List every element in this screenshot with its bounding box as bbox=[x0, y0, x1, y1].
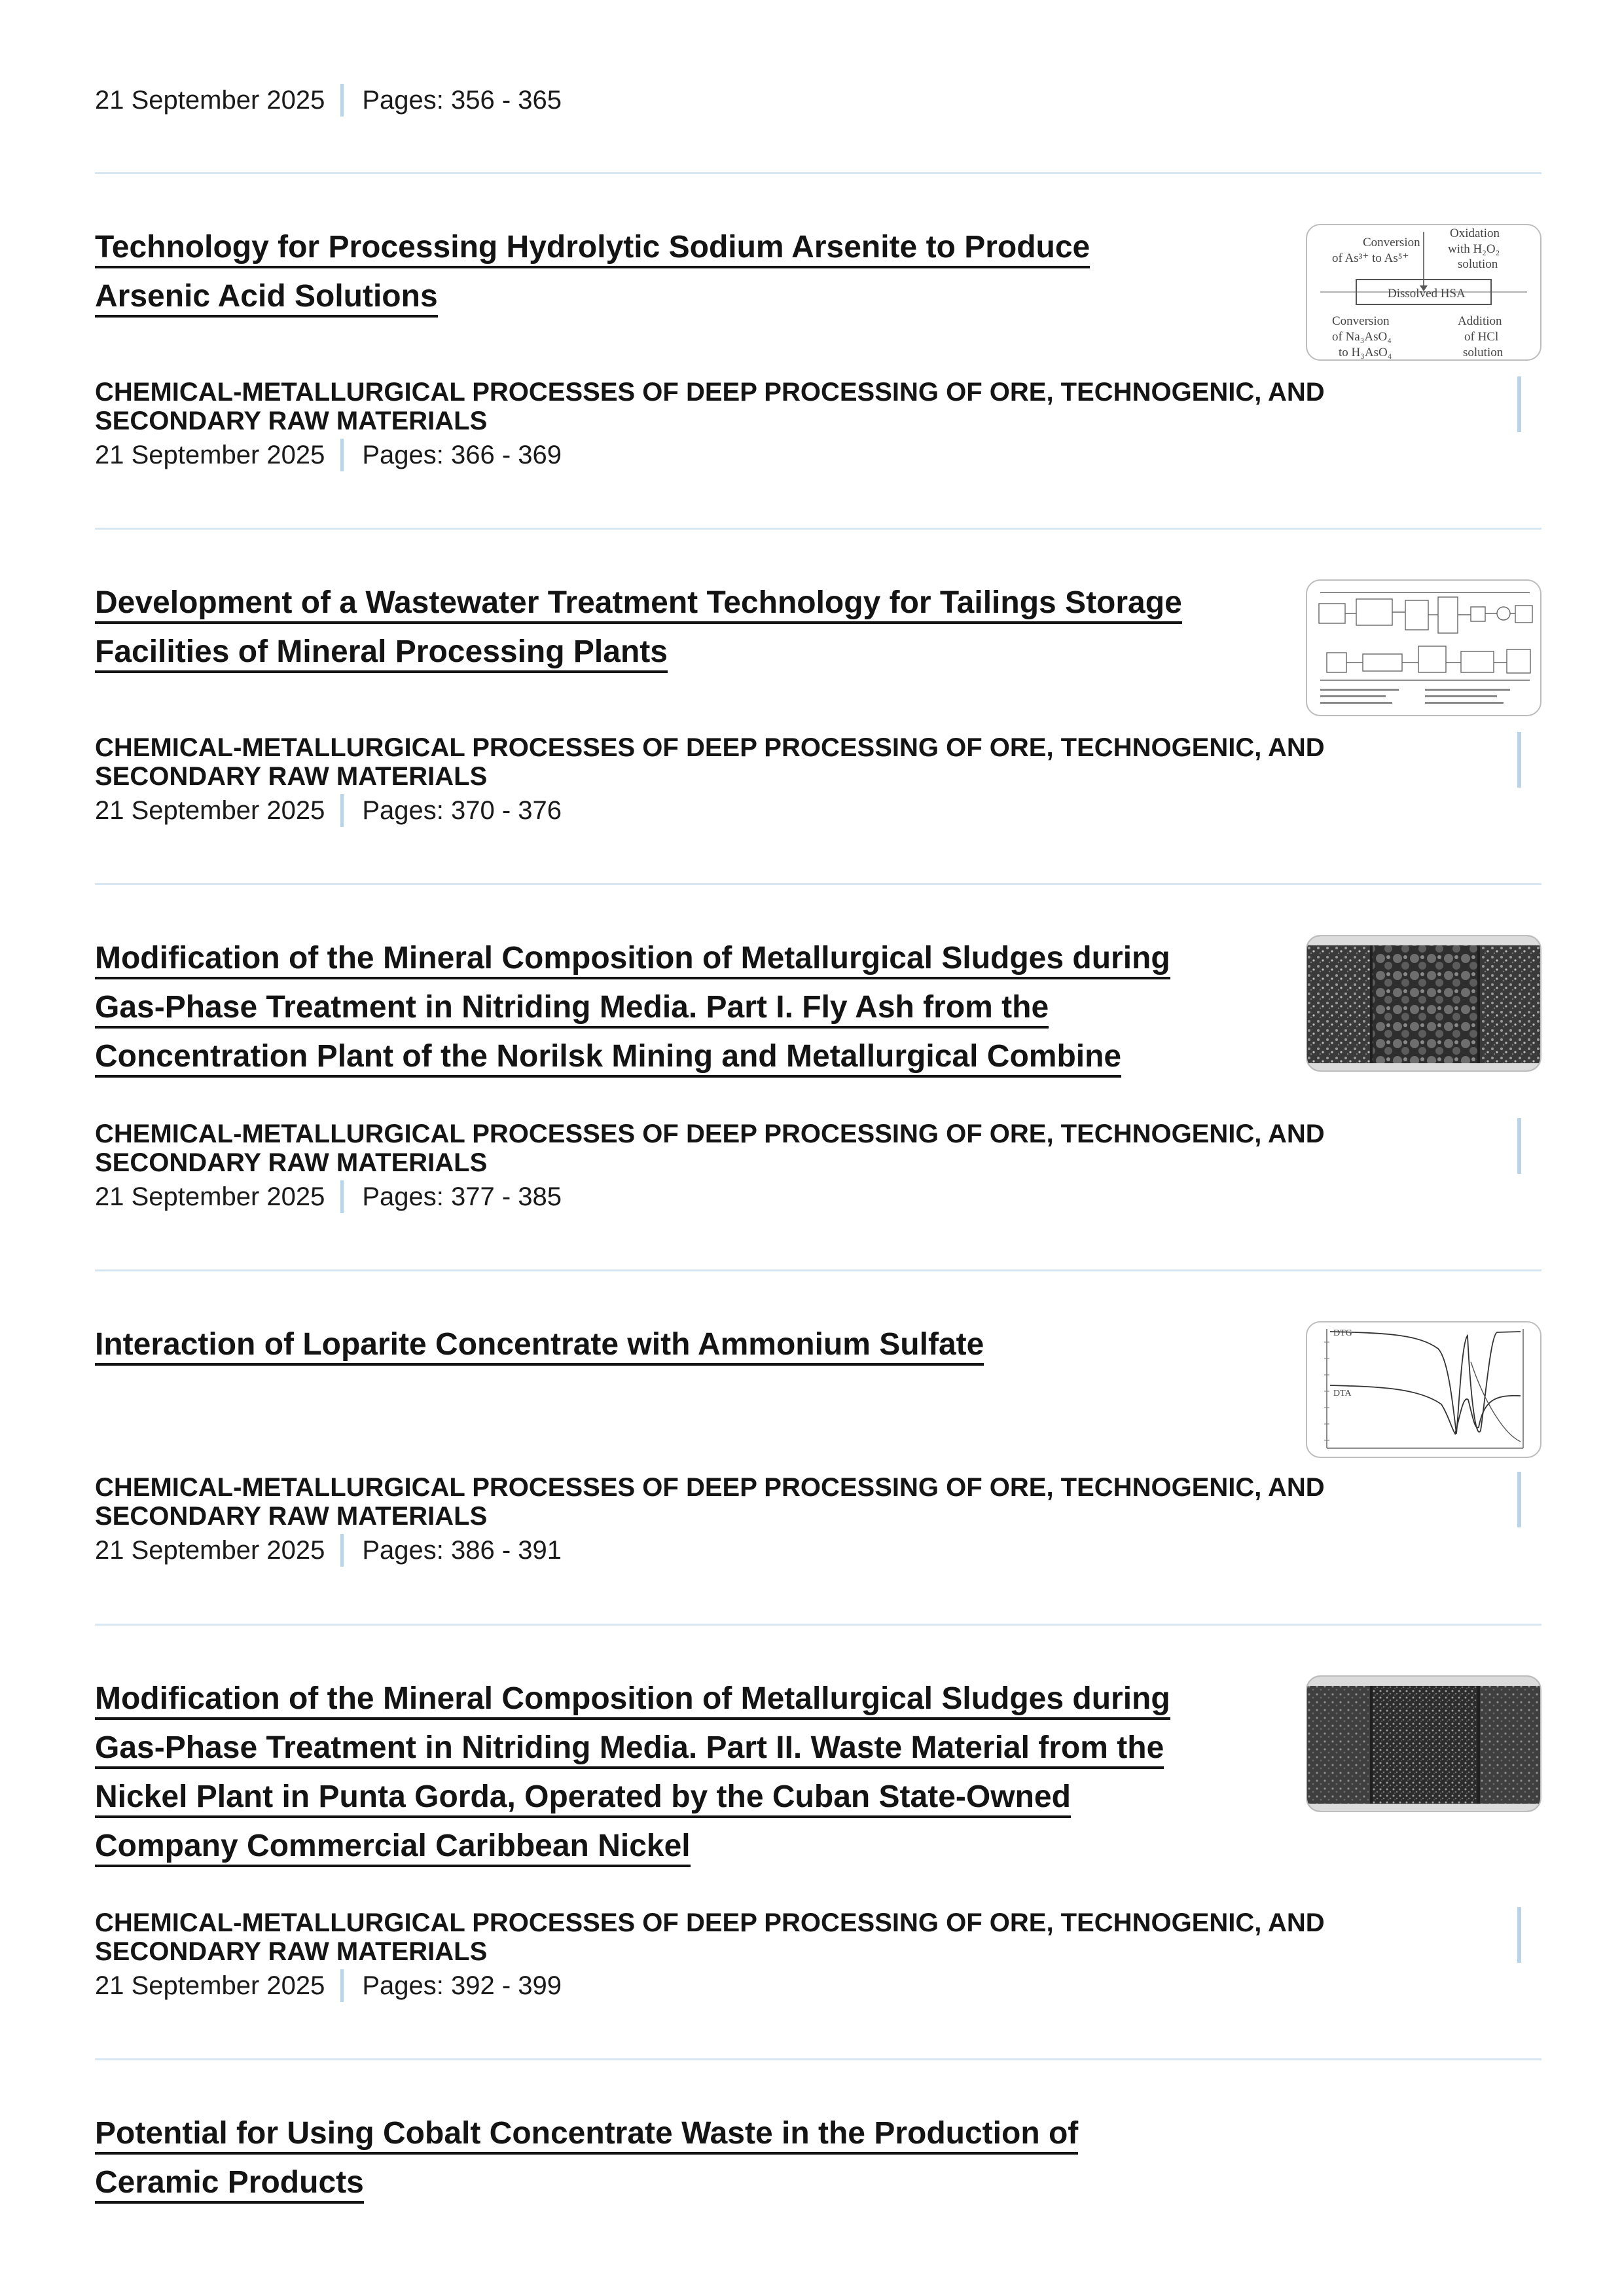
article-title bbox=[95, 1674, 1247, 1870]
divider bbox=[95, 1269, 1541, 1271]
micrograph-image bbox=[1307, 936, 1540, 1070]
diagram-label: solution bbox=[1458, 257, 1498, 271]
thermogram-image bbox=[1307, 1322, 1540, 1457]
meta-separator bbox=[340, 1180, 344, 1213]
meta-separator bbox=[340, 439, 344, 471]
article-title-link[interactable]: Development of a Wastewater Treatment Technology for Tailings Storage bbox=[95, 585, 1182, 624]
meta-row bbox=[95, 435, 562, 475]
diagram-label: Conversion bbox=[1332, 314, 1390, 328]
article-title-link[interactable]: Arsenic Acid Solutions bbox=[95, 279, 438, 318]
article-title bbox=[95, 223, 1247, 321]
diagram-label: Oxidation bbox=[1450, 227, 1500, 240]
section-name: CHEMICAL-METALLURGICAL PROCESSES OF DEEP PROCESSING OF ORE, TECHNOGENIC, AND SECONDARY RAW MATERIALS bbox=[95, 733, 1325, 791]
article-title-link[interactable]: Nickel Plant in Punta Gorda, Operated by the Cuban State-Owned bbox=[95, 1779, 1071, 1818]
article-title-link[interactable]: Technology for Processing Hydrolytic Sodium Arsenite to Produce bbox=[95, 230, 1090, 268]
meta-separator bbox=[340, 84, 344, 117]
section-name: CHEMICAL-METALLURGICAL PROCESSES OF DEEP PROCESSING OF ORE, TECHNOGENIC, AND SECONDARY RAW MATERIALS bbox=[95, 1120, 1325, 1177]
section-separator bbox=[1517, 1472, 1521, 1527]
article-title-link[interactable]: Company Commercial Caribbean Nickel bbox=[95, 1829, 691, 1867]
section-name: CHEMICAL-METALLURGICAL PROCESSES OF DEEP PROCESSING OF ORE, TECHNOGENIC, AND SECONDARY RAW MATERIALS bbox=[95, 378, 1325, 435]
article-title bbox=[95, 1320, 1247, 1369]
publication-date: 21 September 2025 bbox=[95, 795, 325, 825]
meta-row bbox=[95, 81, 562, 120]
article-title-link[interactable]: Facilities of Mineral Processing Plants bbox=[95, 634, 668, 673]
meta-separator bbox=[340, 1969, 344, 2002]
section-separator bbox=[1517, 1907, 1521, 1963]
diagram-label: of Na₃AsO₄ bbox=[1332, 330, 1392, 344]
publication-date: 21 September 2025 bbox=[95, 1182, 325, 1211]
page-range: Pages: 356 - 365 bbox=[362, 85, 562, 115]
diagram-label: Dissolved HSA bbox=[1388, 287, 1466, 301]
meta-row bbox=[95, 791, 562, 830]
meta-row bbox=[95, 1177, 562, 1216]
diagram-label: Addition bbox=[1458, 314, 1502, 328]
flow-diagram-image bbox=[1307, 225, 1540, 359]
section-separator bbox=[1517, 1118, 1521, 1174]
article-title bbox=[95, 578, 1247, 676]
section-separator bbox=[1517, 376, 1521, 432]
micrograph-image bbox=[1307, 1677, 1540, 1811]
diagram-label: of As³⁺ to As⁵⁺ bbox=[1332, 251, 1409, 265]
section-name: CHEMICAL-METALLURGICAL PROCESSES OF DEEP PROCESSING OF ORE, TECHNOGENIC, AND SECONDARY RAW MATERIALS bbox=[95, 1908, 1325, 1966]
publication-date: 21 September 2025 bbox=[95, 440, 325, 469]
page-range: Pages: 366 - 369 bbox=[362, 440, 562, 469]
article-title bbox=[95, 2109, 1247, 2207]
article-title-link[interactable]: Potential for Using Cobalt Concentrate Waste in the Production of bbox=[95, 2116, 1078, 2155]
article-title-link[interactable]: Ceramic Products bbox=[95, 2165, 364, 2204]
divider bbox=[95, 883, 1541, 885]
article-thumbnail[interactable] bbox=[1306, 579, 1541, 716]
article-thumbnail[interactable] bbox=[1306, 224, 1541, 361]
article-title-link[interactable]: Concentration Plant of the Norilsk Mining and Metallurgical Combine bbox=[95, 1039, 1121, 1078]
article-title-link[interactable]: Interaction of Loparite Concentrate with Ammonium Sulfate bbox=[95, 1327, 984, 1366]
divider bbox=[95, 1624, 1541, 1626]
meta-separator bbox=[340, 794, 344, 827]
diagram-label: with H₂O₂ bbox=[1448, 242, 1500, 256]
article-title-link[interactable]: Gas-Phase Treatment in Nitriding Media. Part II. Waste Material from the bbox=[95, 1730, 1164, 1769]
section-separator bbox=[1517, 732, 1521, 788]
diagram-label: of HCl bbox=[1464, 330, 1499, 344]
divider bbox=[95, 2058, 1541, 2060]
publication-date: 21 September 2025 bbox=[95, 1535, 325, 1565]
process-scheme-image bbox=[1307, 581, 1540, 715]
diagram-label: solution bbox=[1463, 346, 1504, 359]
section-name: CHEMICAL-METALLURGICAL PROCESSES OF DEEP PROCESSING OF ORE, TECHNOGENIC, AND SECONDARY RAW MATERIALS bbox=[95, 1473, 1325, 1531]
meta-separator bbox=[340, 1534, 344, 1567]
page-range: Pages: 377 - 385 bbox=[362, 1182, 562, 1211]
article-title-link[interactable]: Gas-Phase Treatment in Nitriding Media. Part I. Fly Ash from the bbox=[95, 990, 1049, 1029]
article-thumbnail[interactable] bbox=[1306, 1675, 1541, 1812]
divider bbox=[95, 528, 1541, 530]
diagram-label: Conversion bbox=[1363, 236, 1420, 249]
article-title bbox=[95, 934, 1247, 1081]
page-range: Pages: 370 - 376 bbox=[362, 795, 562, 825]
meta-row bbox=[95, 1531, 562, 1570]
diagram-label: to H₃AsO₄ bbox=[1339, 346, 1392, 359]
page-range: Pages: 386 - 391 bbox=[362, 1535, 562, 1565]
publication-date: 21 September 2025 bbox=[95, 1971, 325, 2000]
article-thumbnail[interactable] bbox=[1306, 1321, 1541, 1458]
curve-label: DTA bbox=[1333, 1389, 1352, 1398]
page-range: Pages: 392 - 399 bbox=[362, 1971, 562, 2000]
article-title-link[interactable]: Modification of the Mineral Composition of Metallurgical Sludges during bbox=[95, 941, 1170, 979]
article-thumbnail[interactable] bbox=[1306, 935, 1541, 1072]
article-title-link[interactable]: Modification of the Mineral Composition of Metallurgical Sludges during bbox=[95, 1681, 1170, 1720]
curve-label: DTG bbox=[1333, 1328, 1352, 1338]
meta-row bbox=[95, 1966, 562, 2005]
divider bbox=[95, 172, 1541, 174]
publication-date: 21 September 2025 bbox=[95, 85, 325, 115]
